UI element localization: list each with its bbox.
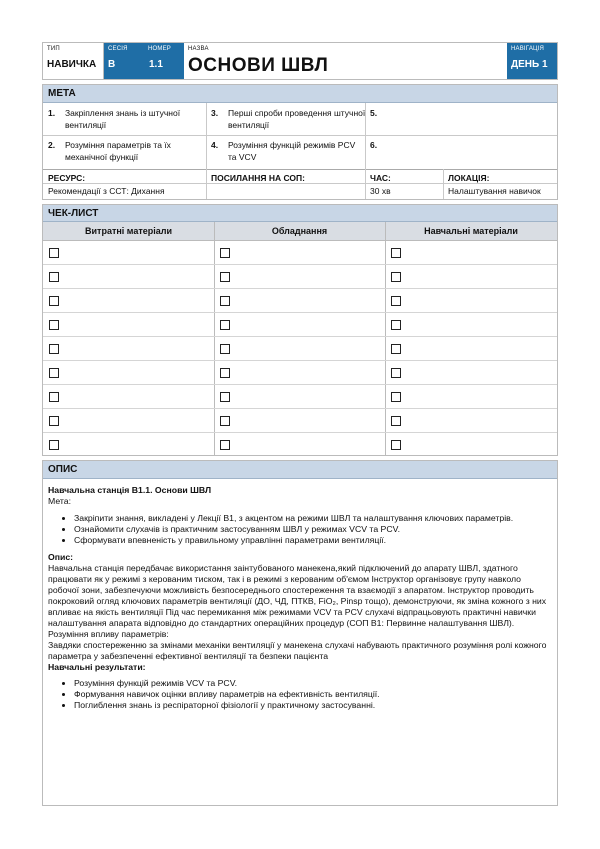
checklist-title: ЧЕК-ЛИСТ xyxy=(43,205,557,222)
goal-item xyxy=(48,107,203,131)
goal-label: Мета: xyxy=(48,496,72,506)
list-item: • Ознайомити слухачів із практичним застосуванням ШВЛ у режимах VCV та PCV. xyxy=(74,524,548,535)
checkbox[interactable] xyxy=(49,392,59,402)
goal-item-num: 2. xyxy=(48,140,56,150)
type-label: ТИП xyxy=(47,46,60,52)
checkbox[interactable] xyxy=(49,296,59,306)
checkbox[interactable] xyxy=(49,344,59,354)
list-item: • Закріпити знання, викладені у Лекції B1, з акцентом на режими ШВЛ та налаштування ключових параметрів. xyxy=(74,513,548,524)
description-title: ОПИС xyxy=(43,461,557,479)
list-item: • Поглиблення знань із респіраторної фізіології у практичному застосуванні. xyxy=(74,700,548,711)
checkbox[interactable] xyxy=(391,272,401,282)
checkbox[interactable] xyxy=(49,440,59,450)
session-block xyxy=(104,43,144,79)
checklist-row xyxy=(43,409,557,433)
checkbox[interactable] xyxy=(49,248,59,258)
session-value: B xyxy=(108,59,116,70)
checkbox[interactable] xyxy=(391,320,401,330)
station-title: Навчальна станція B1.1. Основи ШВЛ xyxy=(48,485,212,495)
checklist-row xyxy=(43,385,557,409)
goal-item xyxy=(211,107,366,131)
desc-label: Опис: xyxy=(48,552,74,562)
column-header: Обладнання xyxy=(271,226,328,236)
session-label: СЕСІЯ xyxy=(108,46,128,52)
nav-label: НАВІГАЦІЯ xyxy=(511,46,545,52)
goal-item xyxy=(48,139,203,163)
type-value: НАВИЧКА xyxy=(47,59,97,70)
name-label: НАЗВА xyxy=(188,46,209,52)
checklist-row xyxy=(43,241,557,265)
checklist-header-row xyxy=(43,222,557,241)
checkbox[interactable] xyxy=(220,440,230,450)
checkbox[interactable] xyxy=(391,416,401,426)
checkbox[interactable] xyxy=(220,368,230,378)
goal-item-num: 4. xyxy=(211,140,219,150)
list-item: • Сформувати впевненість у правильному управлінні параметрами вентиляції. xyxy=(74,535,548,546)
column-header: Витратні матеріали xyxy=(85,226,172,236)
goal-item xyxy=(211,139,366,163)
checkbox[interactable] xyxy=(49,272,59,282)
checkbox[interactable] xyxy=(220,416,230,426)
description-body xyxy=(48,485,548,711)
goal-item-num: 6. xyxy=(370,140,378,150)
resource-value: Рекомендації з ССТ: Дихання xyxy=(48,186,165,196)
goal-item-num: 1. xyxy=(48,108,56,118)
description-section xyxy=(42,460,558,806)
checklist-row xyxy=(43,361,557,385)
location-value: Налаштування навичок xyxy=(448,186,541,196)
goal-item-text: Розуміння функцій режимів PCV та VCV xyxy=(228,140,356,162)
checkbox[interactable] xyxy=(391,440,401,450)
page-title: ОСНОВИ ШВЛ xyxy=(188,55,329,76)
checklist-row xyxy=(43,433,557,457)
nav-block[interactable] xyxy=(507,43,557,79)
goal-title: МЕТА xyxy=(43,85,557,103)
column-header: Навчальні матеріали xyxy=(424,226,518,236)
goal-list xyxy=(48,513,548,546)
goal-item-text: Розуміння параметрів та їх механічної функції xyxy=(65,140,171,162)
checkbox[interactable] xyxy=(391,248,401,258)
number-block xyxy=(144,43,184,79)
goal-item xyxy=(370,139,520,151)
goal-item-num: 5. xyxy=(370,108,378,118)
checklist-section xyxy=(42,204,558,456)
type-block xyxy=(43,43,104,79)
checkbox[interactable] xyxy=(49,368,59,378)
checkbox[interactable] xyxy=(220,248,230,258)
goal-item-num: 3. xyxy=(211,108,219,118)
number-value: 1.1 xyxy=(149,59,163,70)
time-value: 30 хв xyxy=(370,186,391,196)
results-label: Навчальні результати: xyxy=(48,662,146,672)
impact-text: Завдяки спостереженню за змінами механіки вентиляції у манекена слухачі набувають практичного розуміння ролі кожного параметра у забезпеченні ефективної вентиляції та безпеки пацієнта xyxy=(48,640,547,661)
checkbox[interactable] xyxy=(220,392,230,402)
checkbox[interactable] xyxy=(220,272,230,282)
impact-label: Розуміння впливу параметрів: xyxy=(48,629,169,639)
time-label: ЧАС: xyxy=(370,173,391,183)
checklist-row xyxy=(43,313,557,337)
goal-item xyxy=(370,107,520,119)
checklist-body xyxy=(43,241,557,455)
goal-section xyxy=(42,84,558,200)
checkbox[interactable] xyxy=(391,296,401,306)
number-label: НОМЕР xyxy=(148,46,172,52)
name-block xyxy=(184,43,507,79)
desc-text: Навчальна станція передбачає використання заінтубованого манекена,який підключений до апарату ШВЛ, здатного працювати як у режимі з керованим тиском, так і в режимі з керованим об'ємом Інструктор організовує групу навколо робочої зони, забезпечуючи можливість безпосереднього спостереження та взаємодії з апаратом. Інструктор проводить покроковий огляд ключових параметрів вентиляції (ДО, ЧД, ПТКВ, FiO₂, Pinsp тощо), демонструючи, як зміна кожного з них впливає на якість вентиляції Під час перемикання між режимами VCV та PCV слухачі відпрацьовують практичні навички налаштування апарата відповідно до стандартних операційних процедур (СОП B1: Первинне налаштування ШВЛ). xyxy=(48,563,547,628)
list-item: • Формування навичок оцінки впливу параметрів на ефективність вентиляції. xyxy=(74,689,548,700)
sop-label: ПОСИЛАННЯ НА СОП: xyxy=(211,173,305,183)
checkbox[interactable] xyxy=(220,296,230,306)
checkbox[interactable] xyxy=(220,320,230,330)
goal-item-text: Перші спроби проведення штучної вентиляції xyxy=(228,108,366,130)
checkbox[interactable] xyxy=(49,320,59,330)
checkbox[interactable] xyxy=(391,392,401,402)
checkbox[interactable] xyxy=(49,416,59,426)
checklist-row xyxy=(43,289,557,313)
list-item: • Розуміння функцій режимів VCV та PCV. xyxy=(74,678,548,689)
results-list xyxy=(48,678,548,711)
goal-item-text: Закріплення знань із штучної вентиляції xyxy=(65,108,181,130)
header xyxy=(42,42,558,80)
checkbox[interactable] xyxy=(391,344,401,354)
location-label: ЛОКАЦІЯ: xyxy=(448,173,490,183)
nav-value: ДЕНЬ 1 xyxy=(511,59,548,70)
checklist-row xyxy=(43,337,557,361)
checkbox[interactable] xyxy=(391,368,401,378)
checkbox[interactable] xyxy=(220,344,230,354)
checklist-row xyxy=(43,265,557,289)
resource-label: РЕСУРС: xyxy=(48,173,86,183)
